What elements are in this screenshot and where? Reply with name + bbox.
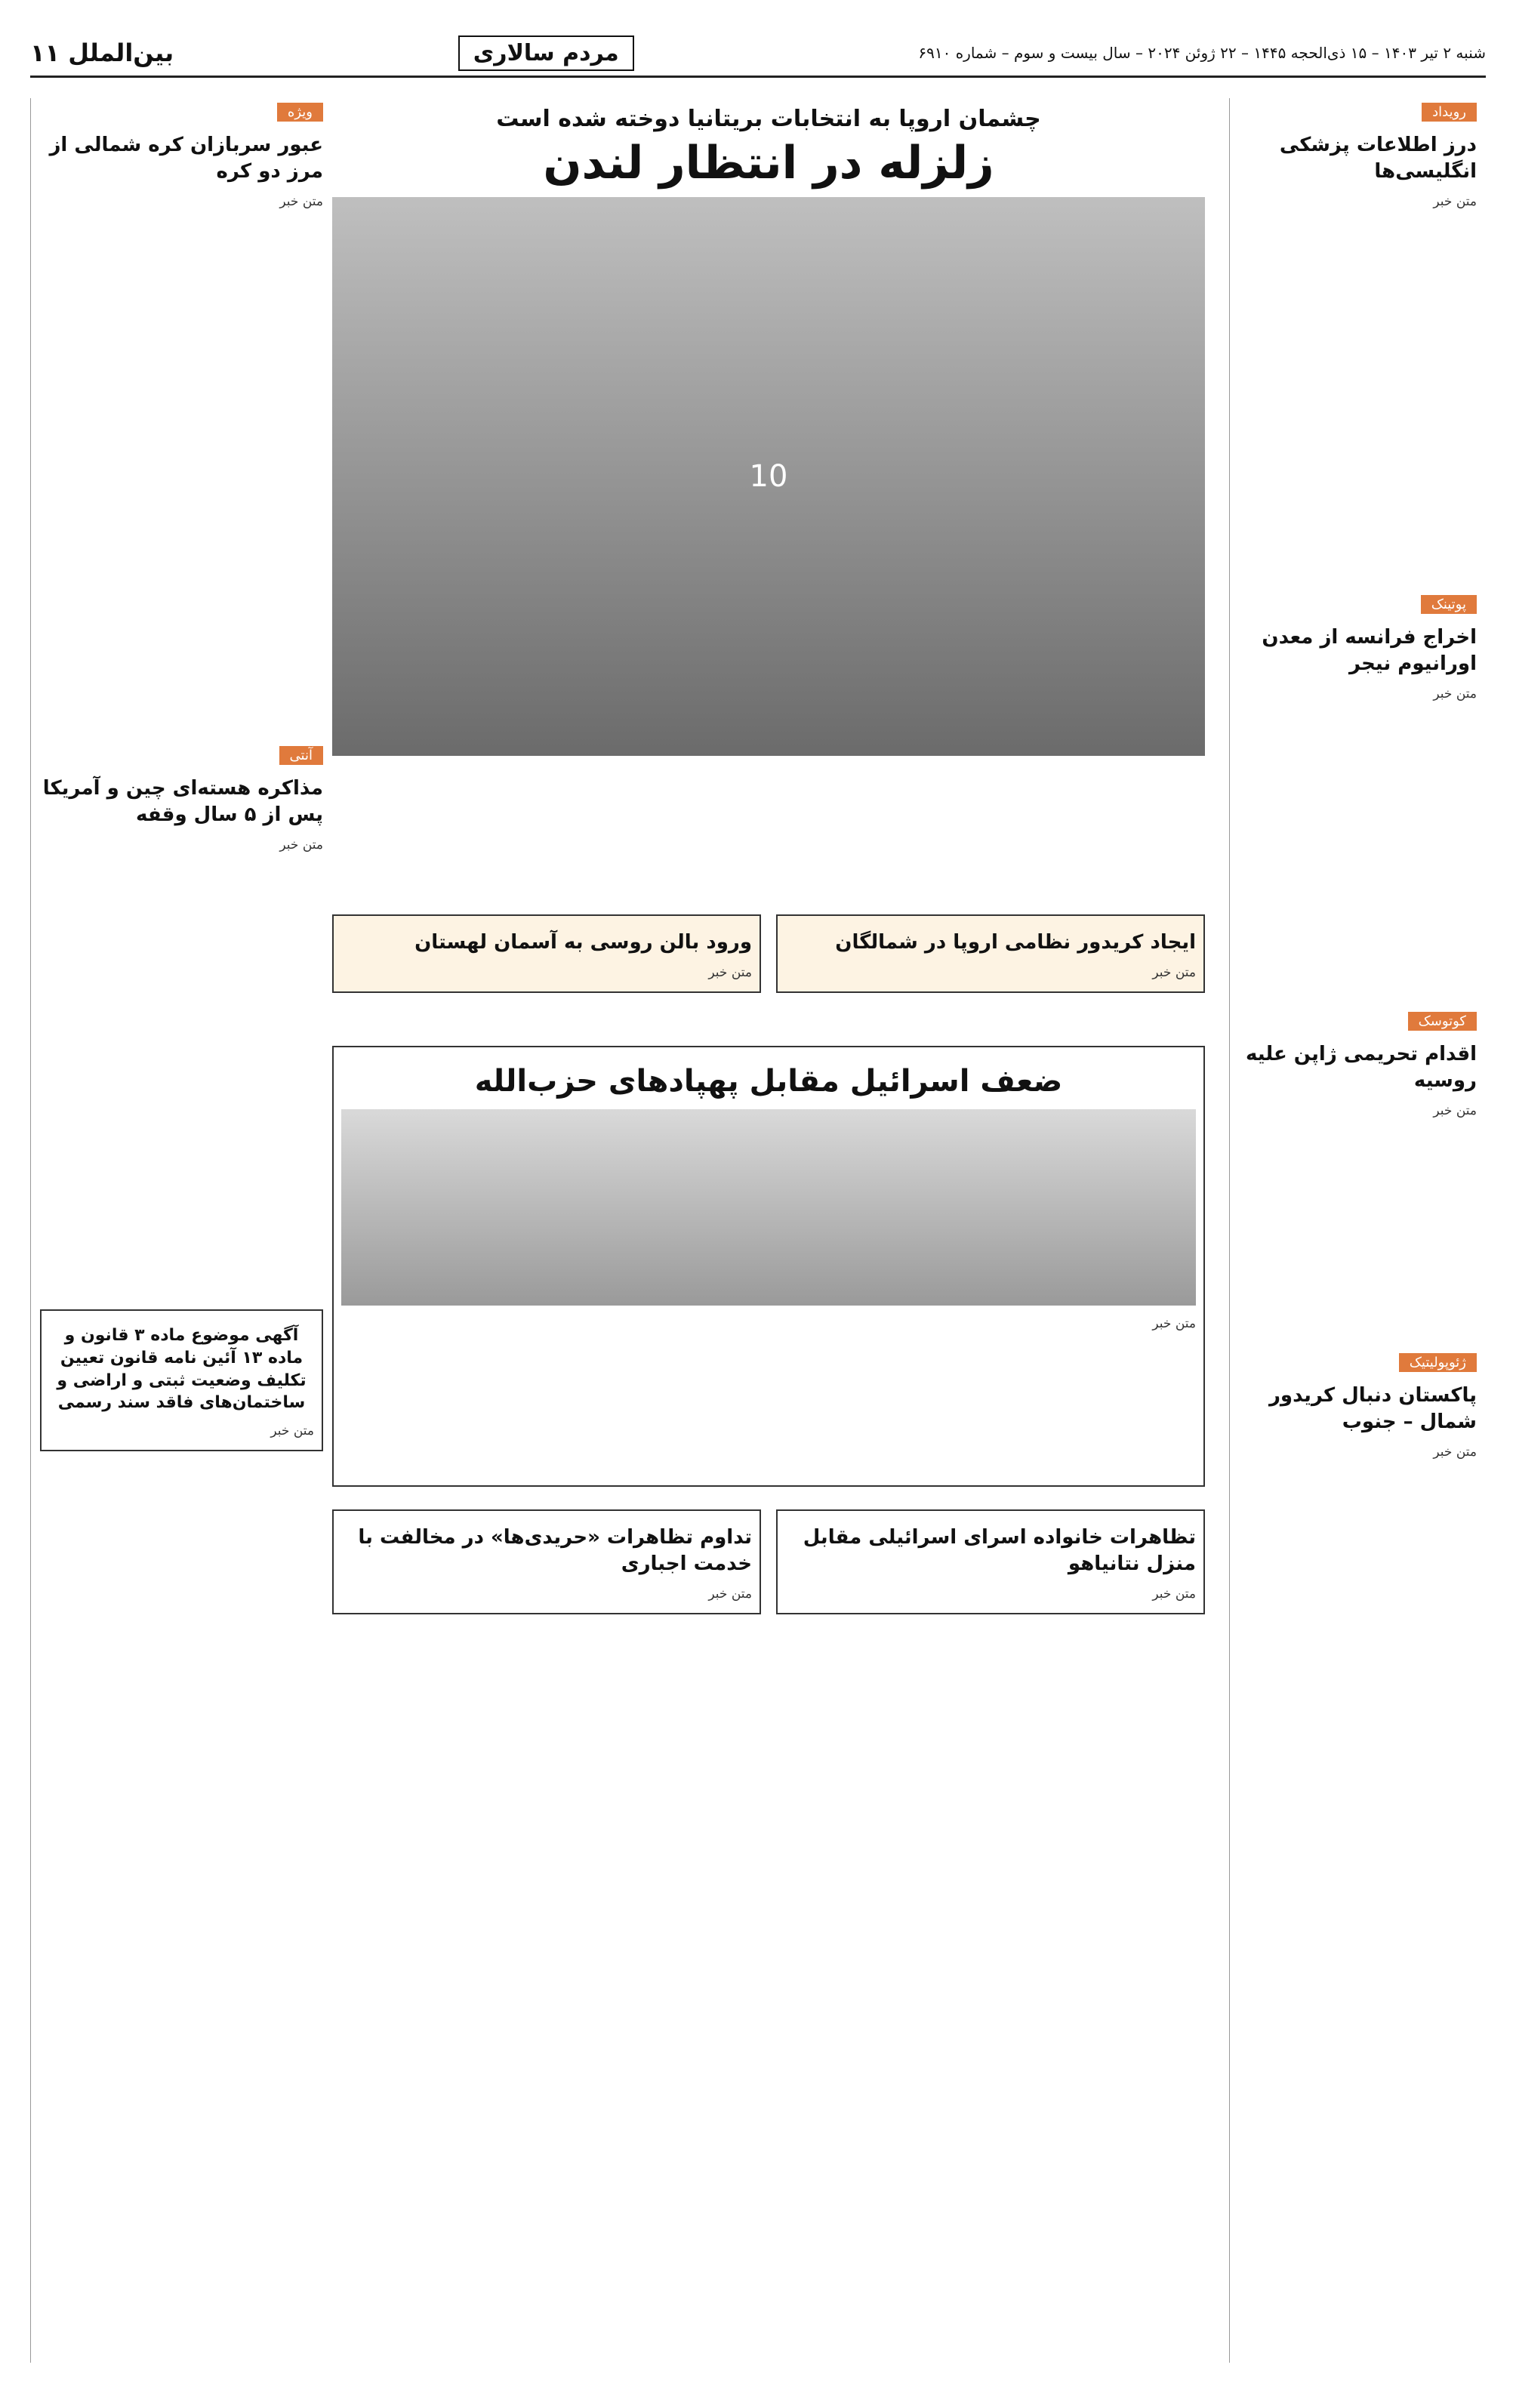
story-tag: رویداد [1422,103,1477,122]
lead-kicker: چشمان اروپا به انتخابات بریتانیا دوخته شده است [496,106,1041,132]
dateline: شنبه ۲ تیر ۱۴۰۳ – ۱۵ ذی‌الحجه ۱۴۴۵ – ۲۲ ژوئن ۲۰۲۴ – سال بیست و سوم – شماره ۶۹۱۰ [918,44,1486,62]
mid-stories [332,907,1205,1001]
story-title: درز اطلاعات پزشکی انگلیسی‌ها [1279,134,1477,183]
story-title: عبور سربازان کره شمالی از مرز دو کره [49,134,323,183]
right-story-1 [1239,98,1477,213]
left-story-1 [40,98,323,213]
notice-body: متن خبر [270,1423,314,1438]
story-body: متن خبر [1433,194,1477,210]
mid-story-1 [776,914,1205,993]
story-title: ایجاد کریدور نظامی اروپا در شمالگان [835,931,1196,954]
story-body: متن خبر [708,965,752,981]
story-body: متن خبر [1152,965,1196,981]
drone-photo [341,1109,1196,1306]
notice-title: آگهی موضوع ماده ۳ قانون و ماده ۱۳ آئین نامه قانون تعیین تکلیف وضعیت ثبتی و اراضی و ساختمان‌های فاقد سند رسمی [57,1326,307,1413]
bottom-story-2 [332,1509,761,1614]
lead-headline: زلزله در انتظار لندن [543,137,994,190]
story-tag: پوتینک [1421,595,1477,614]
story-body: متن خبر [1152,1586,1196,1602]
left-story-2 [40,742,323,856]
bottom-story-1 [776,1509,1205,1614]
lead-photo [332,197,1205,756]
bottom-stories [332,1502,1205,1622]
story-body: متن خبر [1152,1315,1196,1331]
feature-story [332,1046,1205,1487]
story-body: متن خبر [279,194,323,210]
story-title: اخراج فرانسه از معدن اورانیوم نیجر [1262,626,1477,676]
story-tag: ویژه [277,103,323,122]
story-body: متن خبر [279,837,323,853]
legal-notice [40,1309,323,1451]
left-column [30,98,332,2363]
story-tag: کوتوسک [1408,1012,1477,1031]
story-tag: آنتی [279,746,323,765]
section-title: بین‌الملل ۱۱ [30,39,174,67]
right-column [1229,98,1486,2363]
story-tag: ژئوپولیتیک [1399,1353,1477,1372]
right-story-4 [1239,1349,1477,1463]
story-title: اقدام تحریمی ژاپن علیه روسیه [1245,1043,1477,1093]
right-story-3 [1239,1007,1477,1122]
masthead [30,30,1486,78]
story-body: متن خبر [1433,686,1477,702]
door-number: 10 [749,459,788,494]
story-title: پاکستان دنبال کریدور شمال – جنوب [1268,1384,1477,1434]
story-body: متن خبر [708,1586,752,1602]
story-title: تداوم تظاهرات «حریدی‌ها» در مخالفت با خدمت اجباری [358,1525,752,1576]
story-body: متن خبر [1433,1103,1477,1119]
story-title: مذاکره هسته‌ای چین و آمریکا پس از ۵ سال وقفه [42,777,323,827]
story-title: ورود بالن روسی به آسمان لهستان [414,931,752,954]
feature-title: ضعف اسرائیل مقابل پهپادهای حزب‌الله [474,1063,1063,1099]
story-body: متن خبر [1433,1444,1477,1460]
story-title: تظاهرات خانواده اسرای اسرائیلی مقابل منزل نتانیاهو [803,1525,1196,1576]
mid-story-2 [332,914,761,993]
right-story-2 [1239,590,1477,705]
newspaper-logo: مردم سالاری [458,35,634,71]
center-area [323,98,1214,2363]
